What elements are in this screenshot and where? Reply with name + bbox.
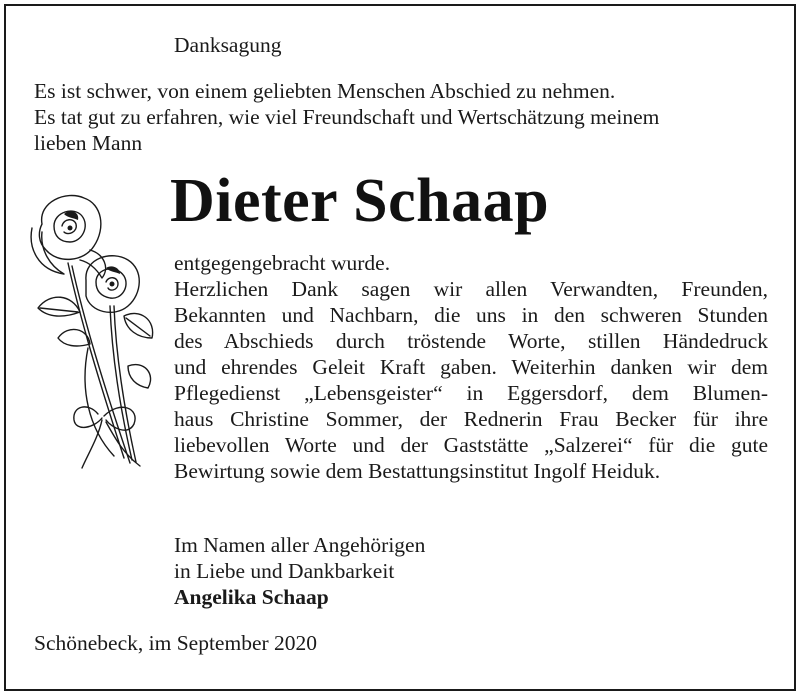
body-line-3: Bekannten und Nachbarn, die uns in den schweren Stunden: [174, 303, 768, 327]
body-line-8: liebevollen Worte und der Gaststätte „Salzerei“ für die gute: [174, 433, 768, 457]
place-date: Schönebeck, im September 2020: [34, 631, 318, 655]
closing-line-2: in Liebe und Dankbarkeit: [174, 559, 395, 583]
body-line-7: haus Christine Sommer, der Rednerin Frau Becker für ihre: [174, 407, 768, 431]
body-line-6: Pflegedienst „Lebensgeister“ in Eggersdorf, dem Blumen-: [174, 381, 768, 405]
body-line-1: entgegengebracht wurde.: [174, 251, 391, 275]
closing-line-1: Im Namen aller Angehörigen: [174, 533, 426, 557]
intro-line-1: Es ist schwer, von einem geliebten Menschen Abschied zu nehmen.: [34, 79, 616, 103]
intro-line-3: lieben Mann: [34, 131, 143, 155]
body-line-9: Bewirtung sowie dem Bestattungsinstitut Ingolf Heiduk.: [174, 459, 661, 483]
body-line-2: Herzlichen Dank sagen wir allen Verwandten, Freunden,: [174, 277, 768, 301]
body-line-5: und ehrendes Geleit Kraft gaben. Weiterhin danken wir dem: [174, 355, 768, 379]
intro-line-2: Es tat gut zu erfahren, wie viel Freundschaft und Wertschätzung meinem: [34, 105, 660, 129]
rose-icon: [28, 188, 160, 473]
heading: Danksagung: [174, 33, 282, 57]
signature: Angelika Schaap: [174, 585, 329, 609]
body-line-4: des Abschieds durch tröstende Worte, stillen Händedruck: [174, 329, 768, 353]
deceased-name: Dieter Schaap: [170, 167, 550, 235]
